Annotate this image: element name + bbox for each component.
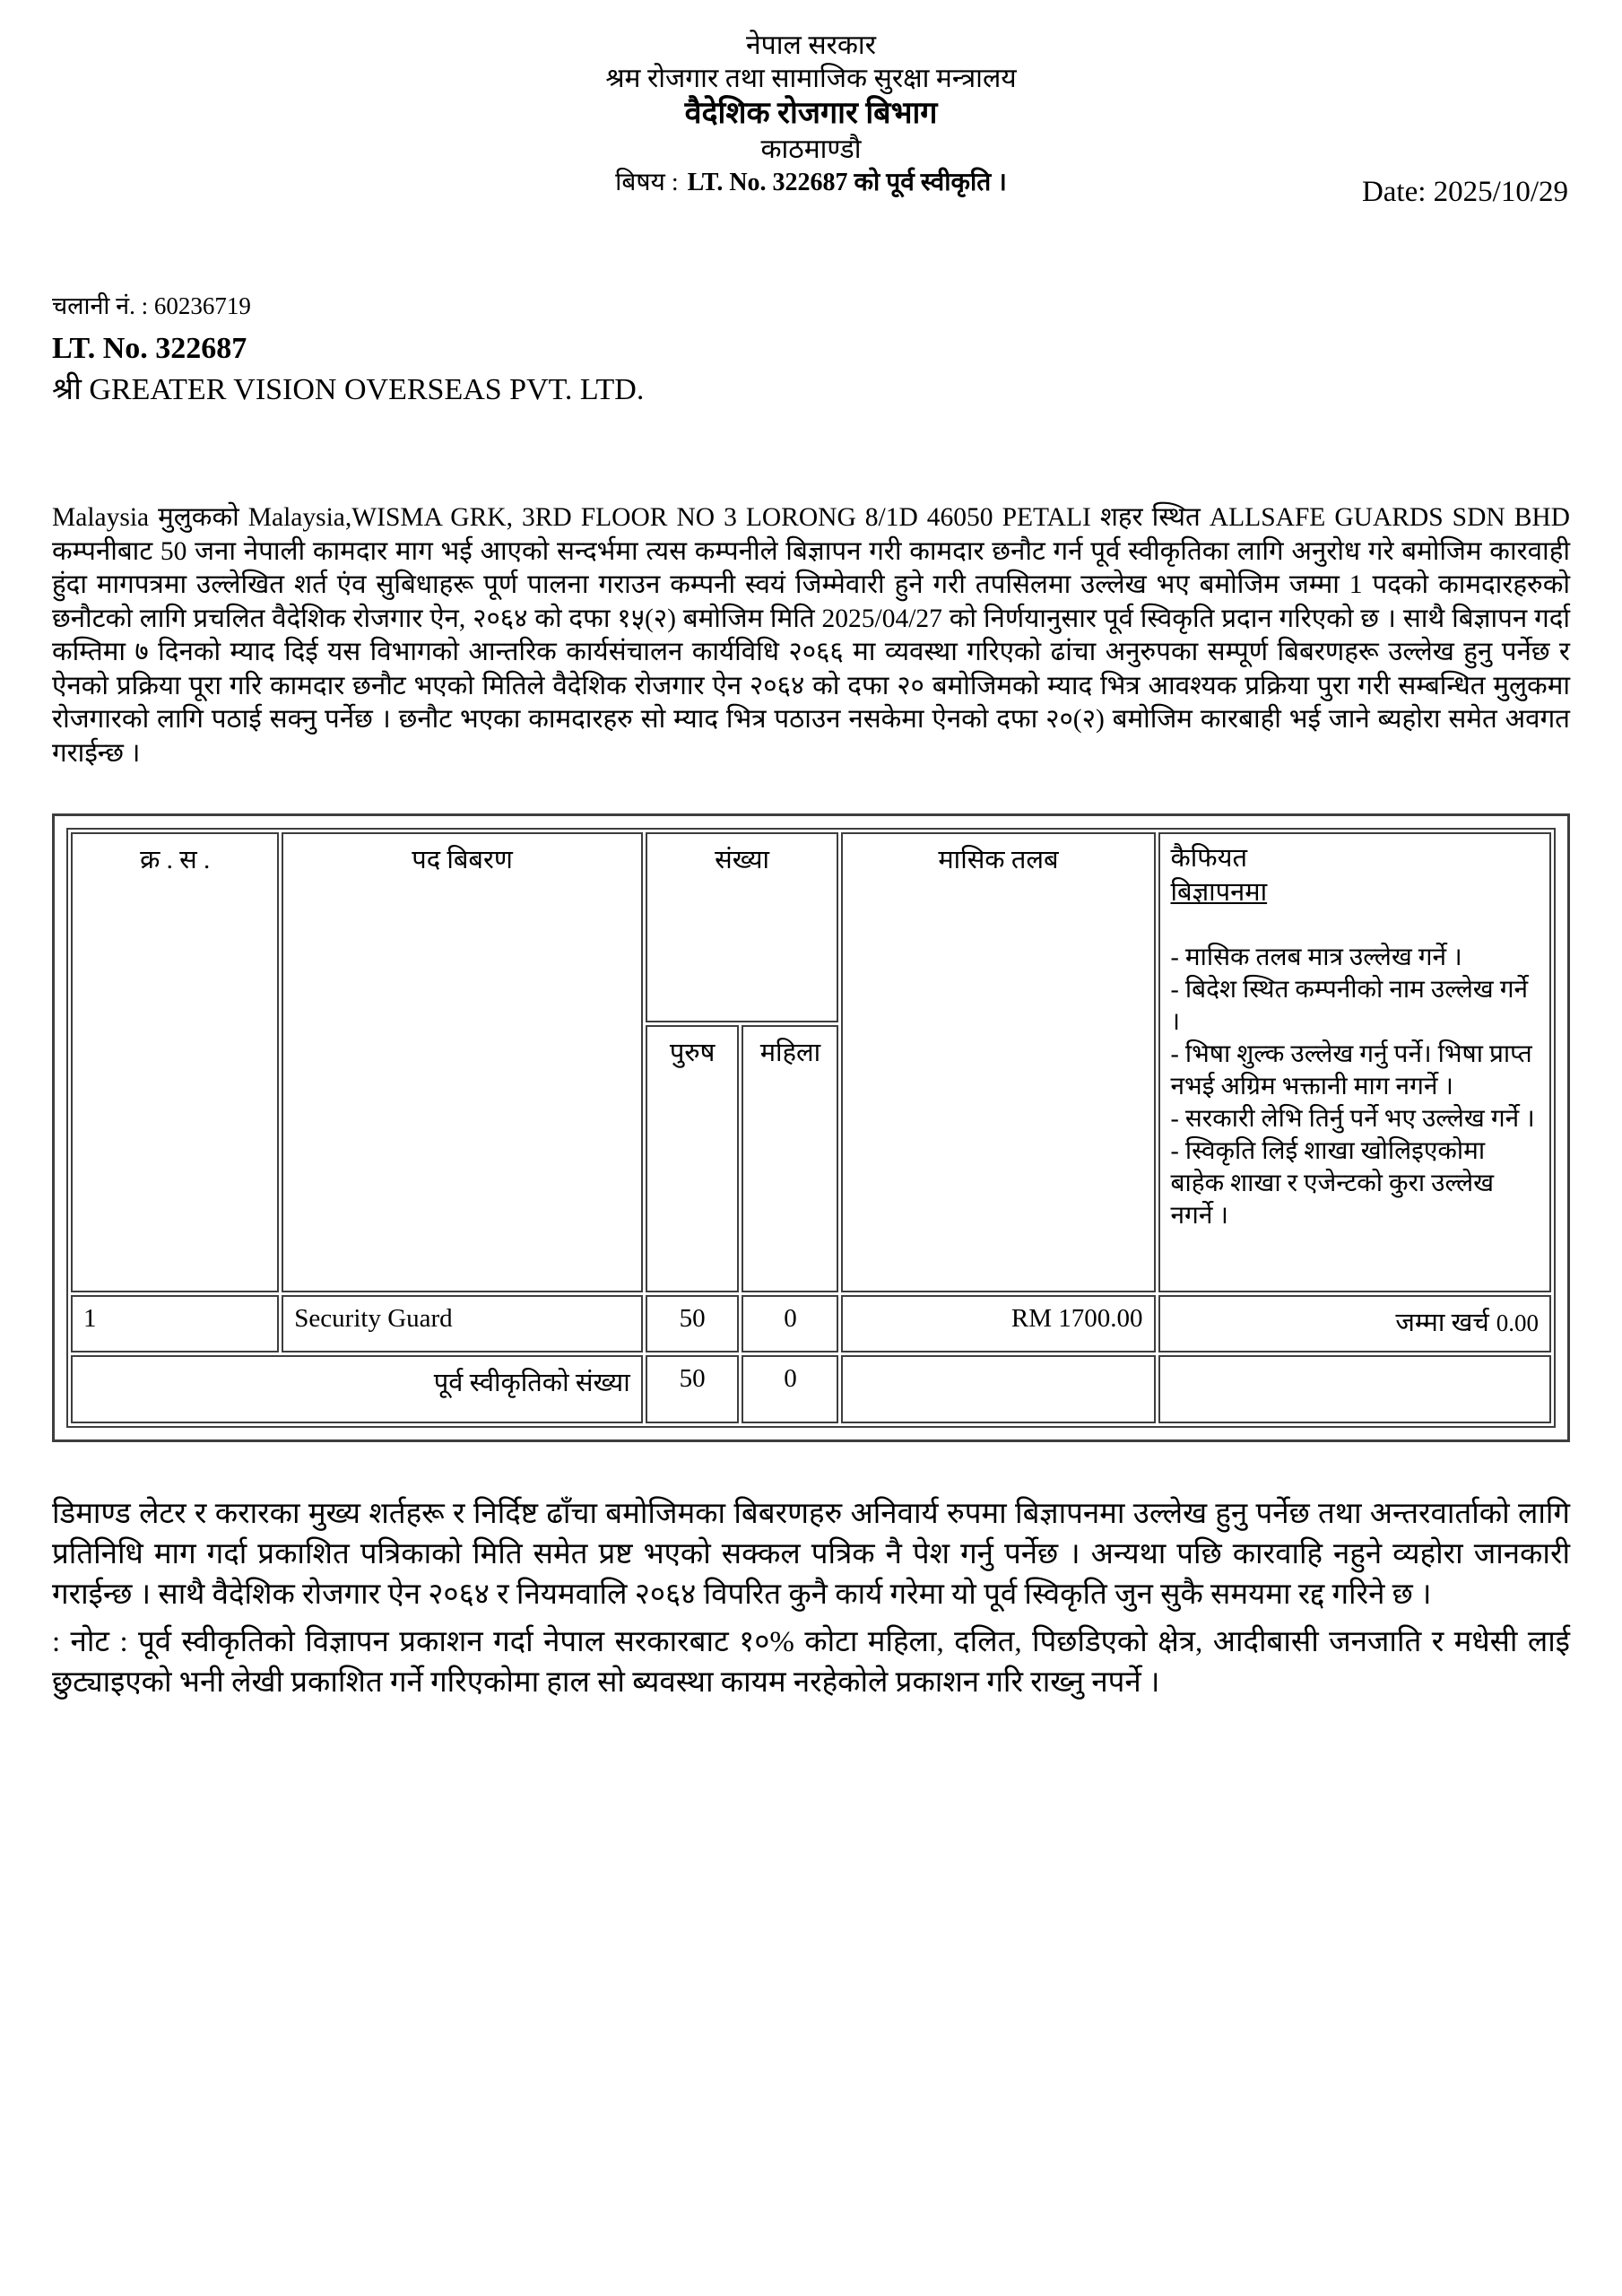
footer-empty-salary	[841, 1355, 1155, 1423]
city-name: काठमाण्डौ	[760, 135, 862, 164]
cell-serial: 1	[71, 1295, 279, 1352]
body-paragraph: Malaysia मुलुकको Malaysia,WISMA GRK, 3RD FLOOR NO 3 LORONG 8/1D 46050 PETALI शहर स्थित ALLSAFE GUARDS SDN BHD कम्पनीबाट 50 जना नेपाली कामदार माग भई आएको सन्दर्भमा त्यस कम्पनीले बिज्ञापन गरी कामदार छनौट गर्न पूर्व स्वीकृतिका लागि अनुरोध गरे बमोजिम कारवाही हुंदा मागपत्रमा उल्लेखित शर्त एंव सुबिधाहरू पूर्ण पालना गराउन कम्पनी स्वयं जिम्मेवारी हुने गरी तपसिलमा उल्लेख भए बमोजिम जम्मा 1 पदको कामदारहरुको छनौटको लागि प्रचलित वैदेशिक रोजगार ऐन, २०६४ को दफा १५(२) बमोजिम मिति 2025/04/27 को निर्णयानुसार पूर्व स्विकृति प्रदान गरिएको छ । साथै बिज्ञापन गर्दा कम्तिमा ७ दिनको म्याद दिई यस विभागको आन्तरिक कार्यसंचालन कार्यविधि २०६६ मा व्यवस्था गरिएको ढांचा अनुरुपका सम्पूर्ण बिबरणहरू उल्लेख हुनु पर्नेछ र ऐनको प्रक्रिया पूरा गरि कामदार छनौट भएको मितिले वैदेशिक रोजगार ऐन २०६४ को दफा २० बमोजिमको म्याद भित्र आवश्यक प्रक्रिया पुरा गरी सम्बन्धित मुलुकमा रोजगारको लागि पठाई सक्नु पर्नेछ । छनौट भएका कामदारहरु सो म्याद भित्र पठाउन नसकेमा ऐनको दफा २०(२) बमोजिम कारबाही भई जाने ब्यहोरा समेत अवगत गराईन्छ ।	[52, 503, 1570, 768]
cell-total-expense	[1158, 1295, 1551, 1352]
remark-instruction: - भिषा शुल्क उल्लेख गर्नु पर्ने। भिषा प्राप्त नभई अग्रिम भक्तानी माग नगर्ने ।	[1170, 1040, 1532, 1100]
lt-number: LT. No. 322687	[52, 332, 247, 365]
approval-table-frame	[52, 813, 1570, 1442]
header-count: संख्या	[646, 832, 839, 1022]
reference-block	[52, 291, 1570, 408]
remark-instruction: - बिदेश स्थित कम्पनीको नाम उल्लेख गर्ने ।	[1170, 976, 1529, 1036]
footer-label: पूर्व स्वीकृतिको संख्या	[71, 1355, 643, 1423]
remark-instruction: - मासिक तलब मात्र उल्लेख गर्ने ।	[1170, 944, 1462, 971]
header-male: पुरुष	[646, 1025, 740, 1292]
date: Date: 2025/10/29	[1361, 176, 1568, 208]
remarks-title: कैफियत	[1170, 844, 1248, 873]
header-serial: क्र . स .	[71, 832, 279, 1292]
total-expense-label: जम्मा खर्च	[1395, 1309, 1489, 1337]
total-expense-value: 0.00	[1496, 1309, 1539, 1336]
header-salary: मासिक तलब	[841, 832, 1155, 1292]
ministry-name: श्रम रोजगार तथा सामाजिक सुरक्षा मन्त्रालय	[605, 64, 1017, 93]
government-name: नेपाल सरकार	[746, 30, 876, 60]
department-name: वैदेशिक रोजगार बिभाग	[684, 97, 938, 130]
subject-label: बिषय :	[615, 169, 679, 196]
header-position: पद बिबरण	[282, 832, 642, 1292]
header-female: महिला	[742, 1025, 838, 1292]
note-paragraph: : नोट : पूर्व स्वीकृतिको विज्ञापन प्रकाशन गर्दा नेपाल सरकारबाट १०% कोटा महिला, दलित, पिछडिएको क्षेत्र, आदीबासी जनजाति र मधेसी लाई छुट्याइएको भनी लेखी प्रकाशित गर्ने गरिएकोमा हाल सो ब्यवस्था कायम नरहेकोले प्रकाशन गरि राख्नु नपर्ने ।	[52, 1626, 1571, 1699]
table-header-row	[71, 832, 1551, 1022]
cell-female-count: 0	[742, 1295, 838, 1352]
subject-value: LT. No. 322687 को पूर्व स्वीकृति ।	[687, 169, 1007, 196]
remarks-subtitle: बिज्ञापनमा	[1170, 878, 1268, 907]
footer-empty-remarks	[1158, 1355, 1551, 1423]
table-footer-row	[71, 1355, 1551, 1423]
cell-position: Security Guard	[282, 1295, 642, 1352]
cell-male-count: 50	[646, 1295, 740, 1352]
header-remarks	[1158, 832, 1551, 1292]
cell-salary: RM 1700.00	[841, 1295, 1155, 1352]
remark-instruction: - स्विकृति लिई शाखा खोलिइएकोमा बाहेक शाखा र एजेन्टको कुरा उल्लेख नगर्ने ।	[1170, 1137, 1495, 1230]
addressee: श्री GREATER VISION OVERSEAS PVT. LTD.	[52, 373, 645, 406]
approval-table	[66, 828, 1556, 1428]
table-row	[71, 1295, 1551, 1352]
letterhead	[52, 29, 1570, 199]
remark-instruction: - सरकारी लेभि तिर्नु पर्ने भए उल्लेख गर्ने ।	[1170, 1105, 1535, 1133]
closing-paragraph: डिमाण्ड लेटर र करारका मुख्य शर्तहरू र निर्दिष्ट ढाँचा बमोजिमका बिबरणहरु अनिवार्य रुपमा बिज्ञापनमा उल्लेख हुनु पर्नेछ तथा अन्तरवार्ताको लागि प्रतिनिधि माग गर्दा प्रकाशित पत्रिकाको मिति समेत प्रष्ट भएको सक्कल पत्रिक नै पेश गर्नु पर्नेछ । अन्यथा पछि कारवाहि नहुने व्यहोरा जानकारी गराईन्छ । साथै वैदेशिक रोजगार ऐन २०६४ र नियमवालि २०६४ विपरित कुनै कार्य गरेमा यो पूर्व स्विकृति जुन सुकै समयमा रद्द गरिने छ ।	[52, 1498, 1570, 1611]
chalani-number: चलानी नं. : 60236719	[52, 292, 251, 319]
footer-female-count: 0	[742, 1355, 838, 1423]
footer-male-count: 50	[646, 1355, 740, 1423]
